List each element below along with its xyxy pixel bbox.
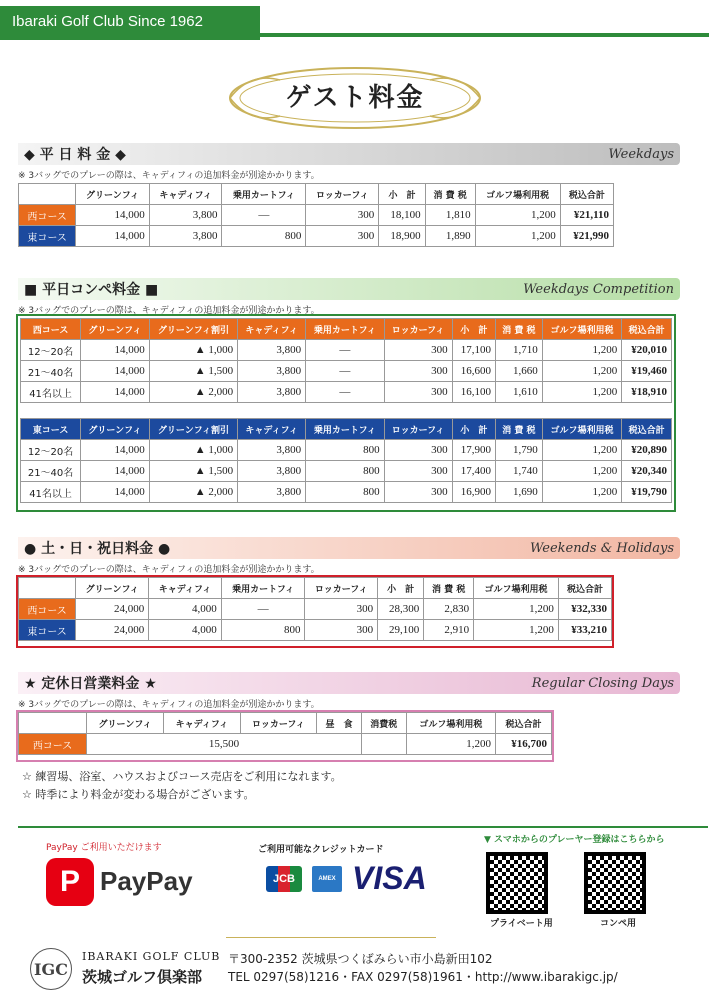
divider [18, 826, 708, 828]
cell: 3,800 [149, 205, 222, 226]
cell: ¥20,010 [622, 340, 672, 361]
cell: 300 [384, 440, 452, 461]
section-title-en: Weekdays [608, 146, 674, 162]
cell: 300 [306, 226, 379, 247]
visa-card-icon: VISA [352, 860, 427, 896]
cell: ▲ 1,500 [149, 361, 237, 382]
cell: ▲ 1,000 [149, 440, 237, 461]
col-header: キャディフィ [149, 184, 222, 205]
col-header: 税込合計 [496, 713, 552, 734]
paypay-label: PayPay ご利用いただけます [46, 843, 162, 853]
cell: 1,810 [425, 205, 475, 226]
qr-private-icon[interactable] [486, 852, 548, 914]
course-header: 東コース [21, 419, 81, 440]
col-header: 税込合計 [622, 419, 672, 440]
cell: — [221, 599, 305, 620]
cell: 1,200 [542, 440, 622, 461]
cell: 800 [222, 226, 306, 247]
col-header: ロッカーフィ [305, 578, 378, 599]
club-address: 〒300-2352 茨城県つくばみらい市小島新田102 [228, 952, 493, 966]
col-header: 消 費 税 [425, 184, 475, 205]
cell: 1,890 [425, 226, 475, 247]
col-header: 消 費 税 [496, 419, 543, 440]
cell: — [306, 382, 384, 403]
cell: 24,000 [76, 599, 149, 620]
cell: 14,000 [81, 440, 150, 461]
table-row [19, 226, 614, 247]
qr-label: ▼ スマホからのプレーヤー登録はこちらから [484, 835, 665, 845]
col-header: グリーンフィ [81, 319, 150, 340]
cell: 4,000 [149, 599, 222, 620]
paypay-logo-icon: P [46, 858, 94, 906]
footnote: ☆ 練習場、浴室、ハウスおよびコース売店をご利用になれます。 [22, 770, 342, 783]
corner-cell [19, 578, 76, 599]
cell: 3,800 [238, 461, 306, 482]
total: ¥16,700 [496, 734, 552, 755]
credit-label: ご利用可能なクレジットカード [258, 845, 384, 855]
cell: 1,790 [496, 440, 543, 461]
weekends-price-table [18, 577, 612, 641]
col-header: ロッカーフィ [384, 419, 452, 440]
cell: 17,900 [452, 440, 495, 461]
cell: ▲ 1,000 [149, 340, 237, 361]
table-row [21, 440, 672, 461]
course-header: 西コース [21, 319, 81, 340]
table-row [19, 599, 612, 620]
page-title: ゲスト料金 [285, 83, 425, 113]
group-size-label: 41名以上 [21, 382, 81, 403]
cell: 1,660 [496, 361, 543, 382]
cell: 1,200 [474, 599, 559, 620]
ornament-divider [226, 918, 436, 938]
col-header: 小 計 [378, 578, 424, 599]
group-size-label: 21〜40名 [21, 461, 81, 482]
cell: 1,200 [542, 361, 622, 382]
col-header: ゴルフ場利用税 [406, 713, 495, 734]
col-header: 小 計 [452, 319, 495, 340]
cell: 800 [306, 440, 384, 461]
table-row [21, 461, 672, 482]
cell: 4,000 [149, 620, 222, 641]
cell: 3,800 [149, 226, 222, 247]
col-header: グリーンフィ [76, 184, 149, 205]
note: ※ 3バッグでのプレーの際は、キャディフィの追加料金が別途かかります。 [18, 306, 320, 316]
cell: ¥19,790 [622, 482, 672, 503]
note: ※ 3バッグでのプレーの際は、キャディフィの追加料金が別途かかります。 [18, 700, 320, 710]
club-name-en: IBARAKI GOLF CLUB [82, 950, 221, 963]
cell: 28,300 [378, 599, 424, 620]
club-logo-icon: IGC [30, 948, 72, 990]
table-row [21, 361, 672, 382]
cell: ¥20,890 [622, 440, 672, 461]
cell: 1,200 [474, 620, 559, 641]
amex-card-icon: AMEX [312, 866, 342, 892]
group-size-label: 12〜20名 [21, 340, 81, 361]
section-weekends-header [18, 537, 680, 559]
cell: 1,200 [475, 226, 560, 247]
col-header: ゴルフ場利用税 [542, 419, 622, 440]
section-title-en: Weekends & Holidays [529, 540, 674, 556]
cell: 14,000 [81, 461, 150, 482]
col-header: 乗用カートフィ [222, 184, 306, 205]
cell: 800 [306, 482, 384, 503]
cell: 3,800 [238, 340, 306, 361]
cell: 300 [306, 205, 379, 226]
cell: ¥33,210 [558, 620, 611, 641]
cell: 3,800 [238, 482, 306, 503]
cell: 800 [221, 620, 305, 641]
group-size-label: 41名以上 [21, 482, 81, 503]
note: ※ 3バッグでのプレーの際は、キャディフィの追加料金が別途かかります。 [18, 565, 320, 575]
table-row [19, 620, 612, 641]
col-header: ロッカーフィ [384, 319, 452, 340]
cell: ▲ 1,500 [149, 461, 237, 482]
header-row [19, 184, 614, 205]
cell: 1,200 [542, 461, 622, 482]
col-header: グリーンフィ割引 [149, 319, 237, 340]
col-header: ロッカーフィ [240, 713, 317, 734]
course-label: 西コース [19, 734, 87, 755]
cell: ¥32,330 [558, 599, 611, 620]
section-weekdays-header [18, 143, 680, 165]
section-title: ■ 平日コンペ料金 ■ [24, 282, 159, 298]
section-title-en: Weekdays Competition [523, 281, 674, 297]
col-header: キャディフィ [164, 713, 240, 734]
col-header: 税込合計 [622, 319, 672, 340]
col-header: 乗用カートフィ [221, 578, 305, 599]
paypay-logo-text: PayPay [100, 866, 193, 896]
cell: 14,000 [76, 205, 149, 226]
cell: ▲ 2,000 [149, 382, 237, 403]
cell: 3,800 [238, 382, 306, 403]
course-label: 東コース [19, 226, 76, 247]
weekdays-price-table [18, 183, 614, 247]
col-header: 税込合計 [558, 578, 611, 599]
cell: — [222, 205, 306, 226]
qr-private-caption: プライベート用 [490, 919, 553, 929]
cell: ¥20,340 [622, 461, 672, 482]
table-row [19, 205, 614, 226]
col-header: 税込合計 [560, 184, 613, 205]
cell: 16,900 [452, 482, 495, 503]
col-header: グリーンフィ [76, 578, 149, 599]
cell: 1,200 [542, 340, 622, 361]
col-header: ゴルフ場利用税 [542, 319, 622, 340]
header-row [21, 319, 672, 340]
cell: ¥18,910 [622, 382, 672, 403]
table-row [21, 340, 672, 361]
cell: 16,100 [452, 382, 495, 403]
cell: — [306, 340, 384, 361]
cell: 18,100 [379, 205, 425, 226]
col-header: 小 計 [452, 419, 495, 440]
col-header: ロッカーフィ [306, 184, 379, 205]
cell: 18,900 [379, 226, 425, 247]
golf-tax: 1,200 [406, 734, 495, 755]
cell: 29,100 [378, 620, 424, 641]
col-header: 消 費 税 [424, 578, 474, 599]
qr-compe-icon[interactable] [584, 852, 646, 914]
table-row [21, 382, 672, 403]
combined-fee: 15,500 [87, 734, 362, 755]
col-header: ゴルフ場利用税 [475, 184, 560, 205]
competition-west-table [20, 318, 672, 403]
course-label: 西コース [19, 599, 76, 620]
section-title: ★ 定休日営業料金 ★ [24, 676, 157, 692]
cell: 1,200 [542, 482, 622, 503]
cell: 1,200 [542, 382, 622, 403]
course-label: 東コース [19, 620, 76, 641]
cell: — [306, 361, 384, 382]
cell: 300 [384, 361, 452, 382]
col-header: キャディフィ [238, 419, 306, 440]
cell: ¥21,990 [560, 226, 613, 247]
cell: 300 [384, 461, 452, 482]
cell: 300 [305, 620, 378, 641]
col-header: 消 費 税 [496, 319, 543, 340]
cell: ▲ 2,000 [149, 482, 237, 503]
cell: 14,000 [81, 382, 150, 403]
cell: 300 [305, 599, 378, 620]
section-title: ◆ 平 日 料 金 ◆ [24, 147, 126, 163]
cell: 17,400 [452, 461, 495, 482]
section-title-en: Regular Closing Days [531, 675, 674, 691]
col-header: 昼 食 [317, 713, 362, 734]
cell: 1,740 [496, 461, 543, 482]
club-contact[interactable]: TEL 0297(58)1216・FAX 0297(58)1961・http://www.ibarakigc.jp/ [228, 970, 618, 984]
cell: 300 [384, 340, 452, 361]
cell: 14,000 [81, 482, 150, 503]
corner-cell [19, 184, 76, 205]
cell: 1,710 [496, 340, 543, 361]
cell: 14,000 [81, 340, 150, 361]
cell: 3,800 [238, 361, 306, 382]
header-rule [250, 33, 709, 37]
page-title-frame [220, 62, 490, 134]
header-row [21, 419, 672, 440]
cell: 2,910 [424, 620, 474, 641]
cell: 800 [306, 461, 384, 482]
course-label: 西コース [19, 205, 76, 226]
club-name-jp: 茨城ゴルフ倶楽部 [82, 968, 203, 986]
cell: ¥19,460 [622, 361, 672, 382]
cell: 3,800 [238, 440, 306, 461]
competition-east-table [20, 418, 672, 503]
cell: 14,000 [81, 361, 150, 382]
col-header: グリーンフィ割引 [149, 419, 237, 440]
footnote: ☆ 時季により料金が変わる場合がございます。 [22, 788, 255, 801]
col-header: 消費税 [361, 713, 406, 734]
header-row [19, 578, 612, 599]
section-title: ● 土・日・祝日料金 ● [24, 541, 171, 557]
col-header: 乗用カートフィ [306, 419, 384, 440]
section-closing-header [18, 672, 680, 694]
col-header: ゴルフ場利用税 [474, 578, 559, 599]
qr-compe-caption: コンペ用 [600, 919, 637, 929]
jcb-card-icon: JCB [266, 866, 302, 892]
col-header: 乗用カートフィ [306, 319, 384, 340]
col-header: 小 計 [379, 184, 425, 205]
section-competition-header [18, 278, 680, 300]
cell: ¥21,110 [560, 205, 613, 226]
closing-price-table [18, 712, 552, 755]
tagline: Ibaraki Golf Club Since 1962 [12, 13, 203, 30]
col-header: グリーンフィ [87, 713, 164, 734]
group-size-label: 12〜20名 [21, 440, 81, 461]
cell: 300 [384, 482, 452, 503]
cell: 24,000 [76, 620, 149, 641]
cell: 17,100 [452, 340, 495, 361]
cell: 16,600 [452, 361, 495, 382]
cell: 300 [384, 382, 452, 403]
cell: 1,690 [496, 482, 543, 503]
col-header: グリーンフィ [81, 419, 150, 440]
group-size-label: 21〜40名 [21, 361, 81, 382]
tagline-bar [0, 6, 260, 40]
col-header: キャディフィ [149, 578, 222, 599]
col-header: キャディフィ [238, 319, 306, 340]
cell: 1,610 [496, 382, 543, 403]
cell: 1,200 [475, 205, 560, 226]
cell: 2,830 [424, 599, 474, 620]
table-row [21, 482, 672, 503]
cell: 14,000 [76, 226, 149, 247]
note: ※ 3バッグでのプレーの際は、キャディフィの追加料金が別途かかります。 [18, 171, 320, 181]
